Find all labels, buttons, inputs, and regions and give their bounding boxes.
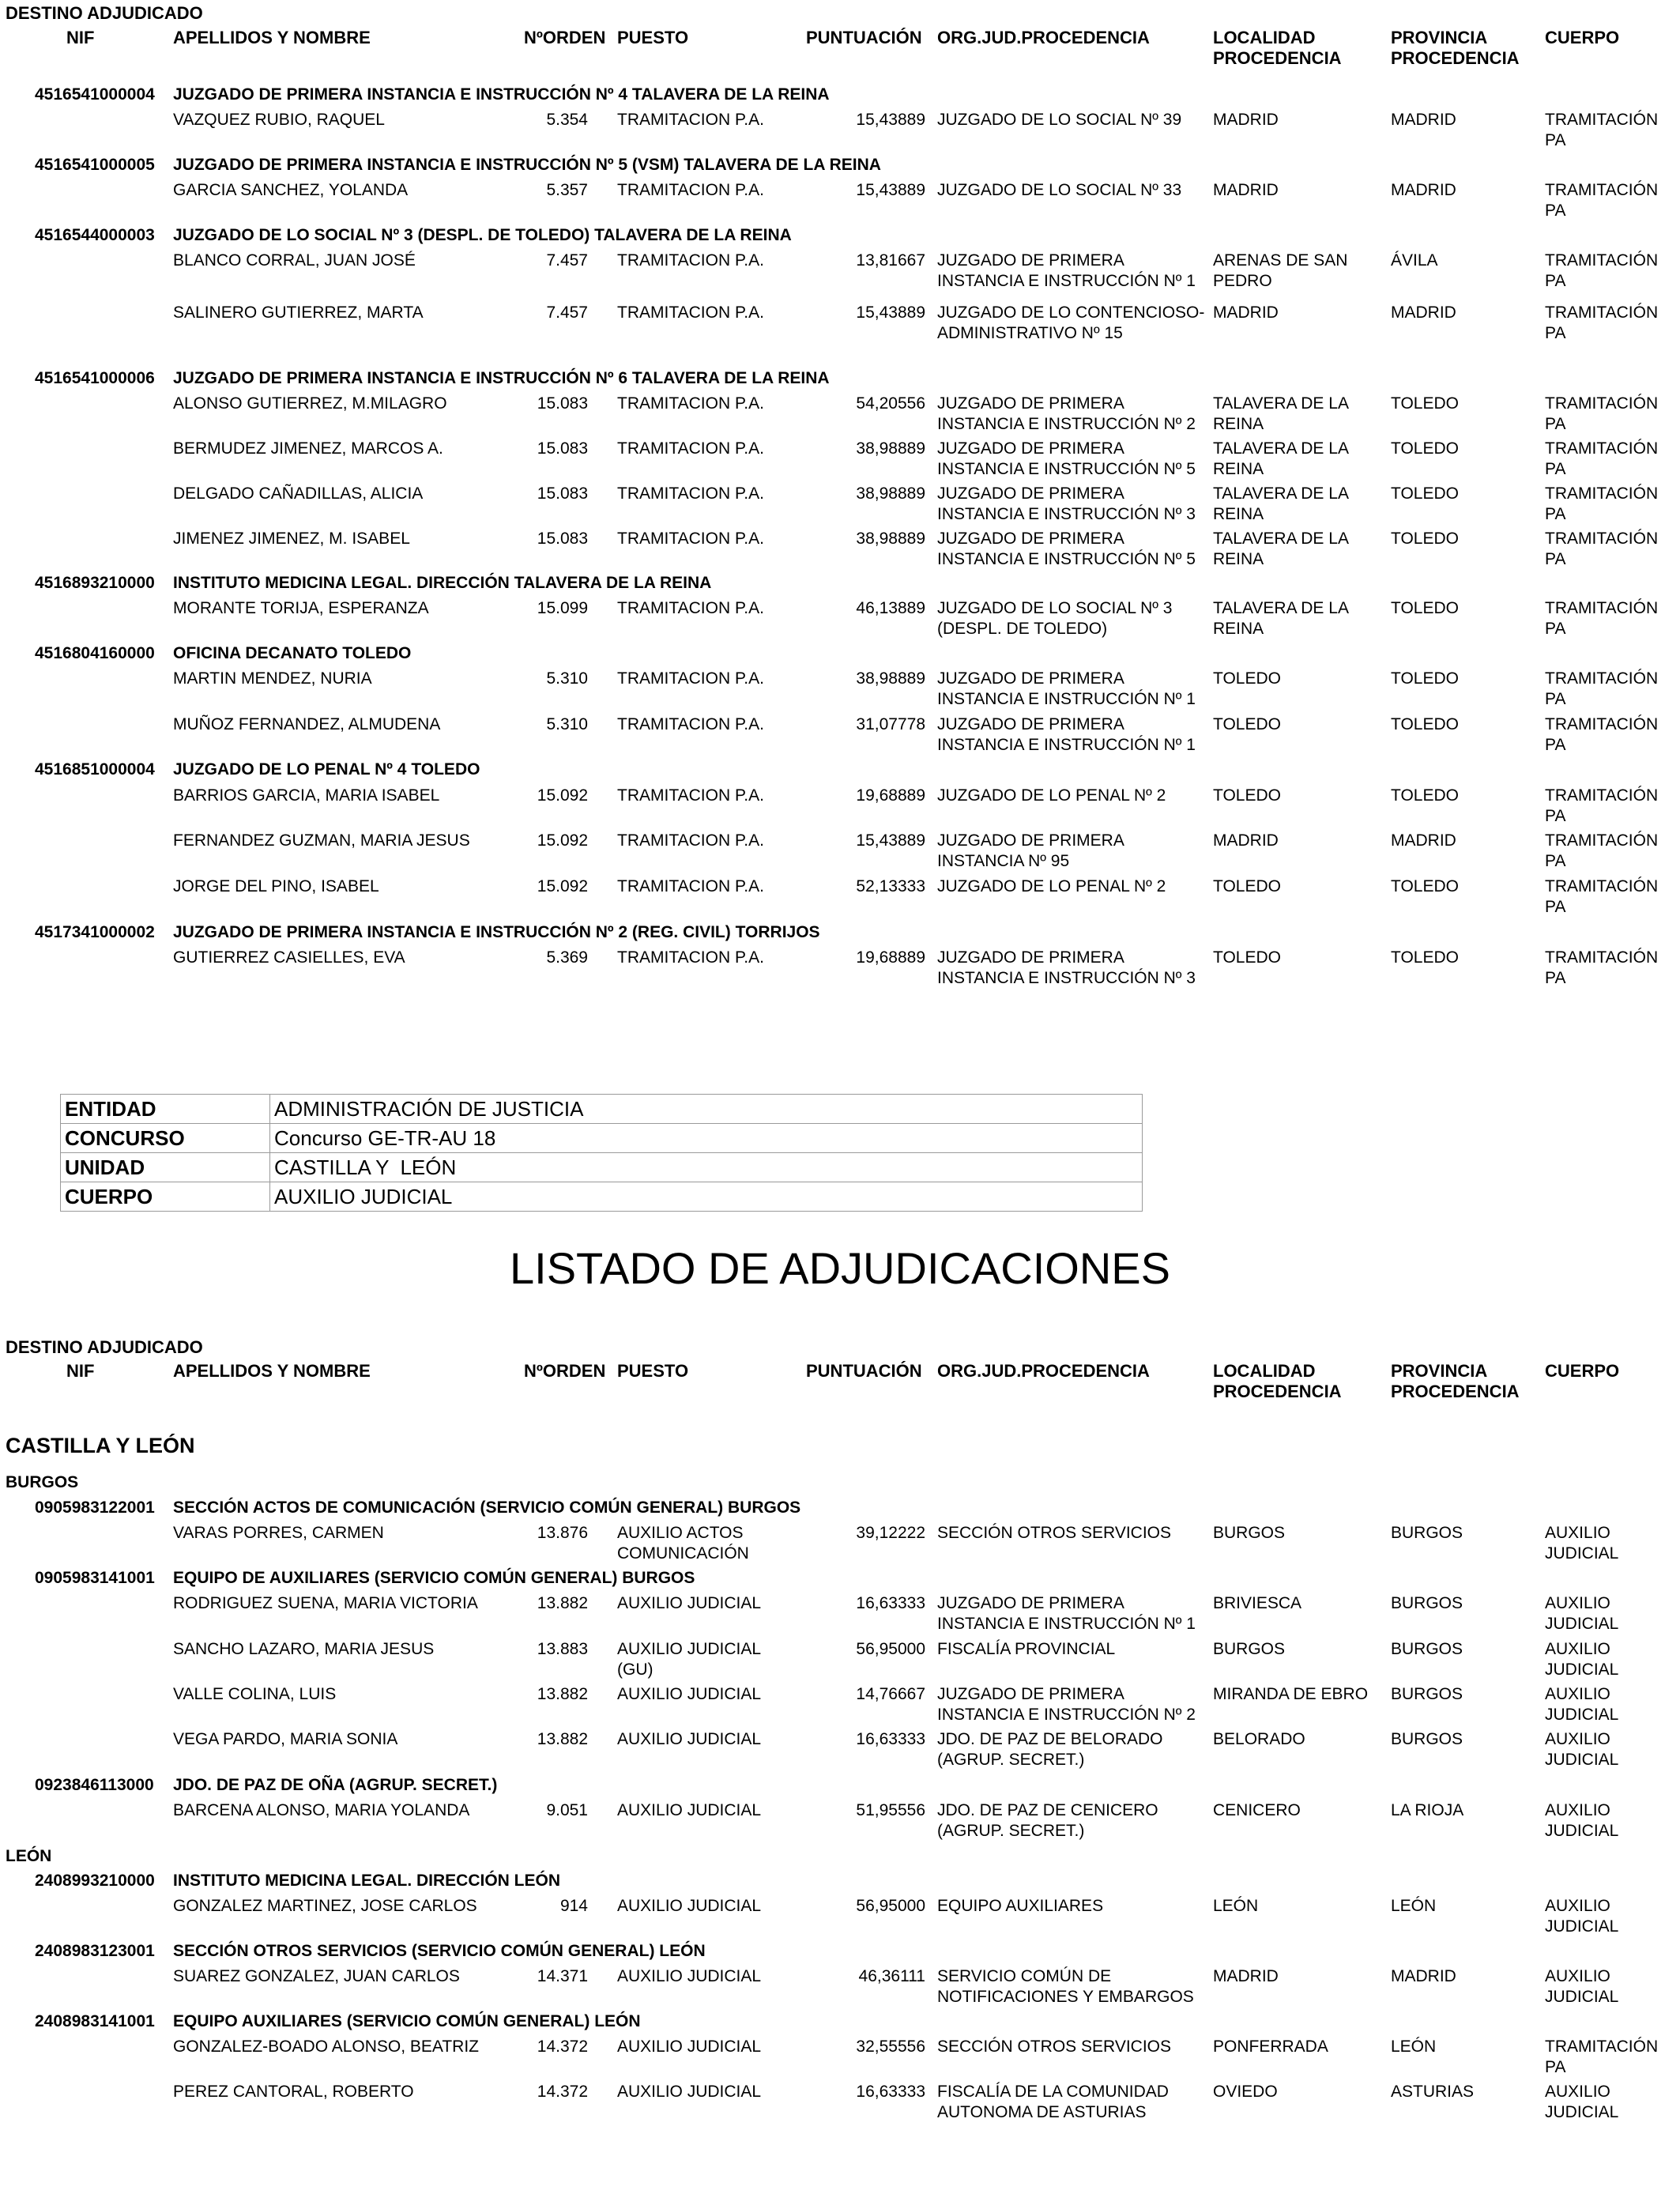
cell-localidad: MADRID — [1213, 181, 1279, 199]
cell-orden: 15.092 — [537, 877, 588, 895]
cell-orden: 5.310 — [546, 669, 588, 688]
group-nif: 4516544000003 — [35, 226, 155, 244]
cell-cuerpo: TRAMITACIÓN PA — [1545, 439, 1659, 478]
cell-puesto: AUXILIO JUDICIAL — [617, 1801, 762, 1819]
cell-localidad: MADRID — [1213, 1967, 1279, 1985]
cell-org-procedencia: JUZGADO DE LO SOCIAL Nº 33 — [937, 181, 1182, 199]
cell-provincia: TOLEDO — [1391, 877, 1459, 895]
header-cuerpo: CUERPO — [1545, 1361, 1620, 1381]
page-title: LISTADO DE ADJUDICACIONES — [509, 1243, 1170, 1293]
cell-nombre: GUTIERREZ CASIELLES, EVA — [173, 948, 405, 967]
cell-puesto: TRAMITACION P.A. — [617, 303, 764, 322]
group-destino-title: EQUIPO AUXILIARES (SERVICIO COMÚN GENERAL) LEÓN — [173, 2012, 641, 2030]
cell-nombre: VALLE COLINA, LUIS — [173, 1685, 337, 1703]
cell-localidad: TALAVERA DE LA REINA — [1213, 394, 1348, 433]
cell-org-procedencia: JUZGADO DE LO SOCIAL Nº 3 (DESPL. DE TOLEDO) — [937, 599, 1173, 638]
cell-orden: 15.083 — [537, 439, 588, 458]
cell-localidad: LEÓN — [1213, 1897, 1259, 1915]
cell-puesto: AUXILIO JUDICIAL — [617, 1685, 762, 1703]
header-cuerpo: CUERPO — [1545, 28, 1620, 47]
cell-nombre: MUÑOZ FERNANDEZ, ALMUDENA — [173, 715, 441, 733]
cell-provincia: TOLEDO — [1391, 715, 1459, 733]
cell-cuerpo: TRAMITACIÓN PA — [1545, 111, 1659, 149]
cell-cuerpo: TRAMITACIÓN PA — [1545, 948, 1659, 987]
info-value-concurso: Concurso GE-TR-AU 18 — [270, 1124, 1143, 1153]
info-key-entidad: ENTIDAD — [61, 1095, 270, 1124]
cell-localidad: BELORADO — [1213, 1730, 1305, 1748]
cell-localidad: CENICERO — [1213, 1801, 1301, 1819]
group-nif: 4516541000006 — [35, 369, 155, 387]
cell-localidad: TALAVERA DE LA REINA — [1213, 484, 1348, 523]
group-destino-title: JDO. DE PAZ DE OÑA (AGRUP. SECRET.) — [173, 1776, 498, 1794]
cell-orden: 15.083 — [537, 394, 588, 413]
cell-localidad: TOLEDO — [1213, 877, 1281, 895]
province-heading: BURGOS — [6, 1473, 79, 1491]
cell-localidad: TOLEDO — [1213, 786, 1281, 805]
cell-puesto: TRAMITACION P.A. — [617, 111, 764, 129]
cell-orden: 5.369 — [546, 948, 588, 967]
cell-nombre: SUAREZ GONZALEZ, JUAN CARLOS — [173, 1967, 460, 1985]
cell-nombre: GARCIA SANCHEZ, YOLANDA — [173, 181, 409, 199]
group-destino-title: JUZGADO DE LO PENAL Nº 4 TOLEDO — [173, 760, 480, 778]
cell-nombre: BERMUDEZ JIMENEZ, MARCOS A. — [173, 439, 443, 458]
cell-puesto: TRAMITACION P.A. — [617, 669, 764, 688]
cell-provincia: TOLEDO — [1391, 948, 1459, 967]
cell-puntuacion: 16,63333 — [856, 2083, 925, 2101]
table-row — [0, 484, 1680, 526]
cell-org-procedencia: JUZGADO DE PRIMERA INSTANCIA E INSTRUCCIÓN Nº 2 — [937, 1685, 1196, 1724]
table-row — [0, 2082, 1680, 2124]
cell-nombre: GONZALEZ-BOADO ALONSO, BEATRIZ — [173, 2038, 480, 2056]
header-puesto: PUESTO — [617, 28, 689, 47]
cell-puntuacion: 19,68889 — [856, 786, 925, 805]
cell-org-procedencia: JUZGADO DE LO PENAL Nº 2 — [937, 786, 1166, 805]
cell-puntuacion: 15,43889 — [856, 181, 925, 199]
cell-puntuacion: 15,43889 — [856, 111, 925, 129]
group-nif: 4516893210000 — [35, 574, 155, 592]
info-row-entidad — [61, 1095, 1143, 1124]
cell-puesto: TRAMITACION P.A. — [617, 439, 764, 458]
header-apellidos: APELLIDOS Y NOMBRE — [173, 1361, 371, 1381]
cell-localidad: TOLEDO — [1213, 669, 1281, 688]
cell-provincia: MADRID — [1391, 111, 1456, 129]
cell-orden: 13.882 — [537, 1730, 588, 1748]
cell-puesto: TRAMITACION P.A. — [617, 251, 764, 270]
cell-puesto: TRAMITACION P.A. — [617, 484, 764, 503]
group-nif: 2408983123001 — [35, 1942, 155, 1960]
cell-puntuacion: 54,20556 — [856, 394, 925, 413]
cell-org-procedencia: JUZGADO DE LO SOCIAL Nº 39 — [937, 111, 1182, 129]
cell-puntuacion: 51,95556 — [856, 1801, 925, 1819]
group-destino-title: JUZGADO DE LO SOCIAL Nº 3 (DESPL. DE TOLEDO) TALAVERA DE LA REINA — [173, 226, 792, 244]
cell-org-procedencia: JUZGADO DE PRIMERA INSTANCIA Nº 95 — [937, 831, 1124, 870]
group-destino-title: OFICINA DECANATO TOLEDO — [173, 644, 412, 662]
header-provincia: PROVINCIA PROCEDENCIA — [1391, 1361, 1520, 1401]
cell-localidad: TOLEDO — [1213, 948, 1281, 967]
cell-puntuacion: 15,43889 — [856, 831, 925, 850]
cell-puesto: AUXILIO JUDICIAL — [617, 2083, 762, 2101]
info-value-unidad: CASTILLA Y LEÓN — [270, 1153, 1143, 1182]
info-value-cuerpo: AUXILIO JUDICIAL — [270, 1182, 1143, 1212]
table-row — [0, 598, 1680, 641]
cell-cuerpo: AUXILIO JUDICIAL — [1545, 1524, 1619, 1563]
cell-provincia: MADRID — [1391, 303, 1456, 322]
destino-adjudicado-label-2: DESTINO ADJUDICADO — [6, 1337, 203, 1357]
cell-localidad: TALAVERA DE LA REINA — [1213, 599, 1348, 638]
cell-puntuacion: 31,07778 — [856, 715, 925, 733]
cell-cuerpo: TRAMITACIÓN PA — [1545, 484, 1659, 523]
cell-provincia: TOLEDO — [1391, 394, 1459, 413]
cell-nombre: DELGADO CAÑADILLAS, ALICIA — [173, 484, 424, 503]
group-destino-title: INSTITUTO MEDICINA LEGAL. DIRECCIÓN LEÓN — [173, 1872, 561, 1890]
info-row-concurso — [61, 1124, 1143, 1153]
header-norden: NºORDEN — [524, 1361, 606, 1381]
table-row — [0, 2037, 1680, 2079]
header-localidad: LOCALIDAD PROCEDENCIA — [1213, 1361, 1342, 1401]
group-nif: 4516804160000 — [35, 644, 155, 662]
cell-orden: 13.882 — [537, 1685, 588, 1703]
cell-cuerpo: AUXILIO JUDICIAL — [1545, 1685, 1619, 1724]
header-puesto: PUESTO — [617, 1361, 689, 1381]
table-row — [0, 439, 1680, 481]
cell-puntuacion: 13,81667 — [856, 251, 925, 270]
cell-org-procedencia: EQUIPO AUXILIARES — [937, 1897, 1104, 1915]
cell-puntuacion: 38,98889 — [856, 669, 925, 688]
cell-provincia: TOLEDO — [1391, 786, 1459, 805]
group-destino-title: INSTITUTO MEDICINA LEGAL. DIRECCIÓN TALAVERA DE LA REINA — [173, 574, 712, 592]
column-header-row — [0, 28, 1680, 70]
cell-org-procedencia: FISCALÍA DE LA COMUNIDAD AUTONOMA DE ASTURIAS — [937, 2083, 1169, 2121]
cell-org-procedencia: JUZGADO DE PRIMERA INSTANCIA E INSTRUCCIÓN Nº 1 — [937, 1594, 1196, 1633]
group-nif: 0905983122001 — [35, 1498, 155, 1517]
cell-cuerpo: AUXILIO JUDICIAL — [1545, 1801, 1619, 1840]
cell-localidad: BRIVIESCA — [1213, 1594, 1302, 1612]
cell-orden: 13.883 — [537, 1640, 588, 1658]
cell-cuerpo: AUXILIO JUDICIAL — [1545, 1967, 1619, 2006]
group-nif: 4517341000002 — [35, 923, 155, 941]
cell-cuerpo: TRAMITACIÓN PA — [1545, 715, 1659, 754]
cell-orden: 15.092 — [537, 786, 588, 805]
cell-org-procedencia: SECCIÓN OTROS SERVICIOS — [937, 2038, 1171, 2056]
cell-org-procedencia: JDO. DE PAZ DE BELORADO (AGRUP. SECRET.) — [937, 1730, 1163, 1769]
cell-org-procedencia: JUZGADO DE PRIMERA INSTANCIA E INSTRUCCIÓN Nº 5 — [937, 530, 1196, 568]
table-row — [0, 669, 1680, 711]
cell-puesto: AUXILIO JUDICIAL — [617, 1730, 762, 1748]
info-row-unidad — [61, 1153, 1143, 1182]
header-org: ORG.JUD.PROCEDENCIA — [937, 1361, 1150, 1381]
cell-provincia: ÁVILA — [1391, 251, 1438, 270]
cell-org-procedencia: JUZGADO DE PRIMERA INSTANCIA E INSTRUCCIÓN Nº 1 — [937, 251, 1196, 290]
cell-orden: 15.099 — [537, 599, 588, 617]
table-row — [0, 1896, 1680, 1939]
table-row — [0, 714, 1680, 757]
cell-puesto: AUXILIO JUDICIAL — [617, 1594, 762, 1612]
info-key-unidad: UNIDAD — [61, 1153, 270, 1182]
cell-nombre: MORANTE TORIJA, ESPERANZA — [173, 599, 429, 617]
cell-org-procedencia: JUZGADO DE PRIMERA INSTANCIA E INSTRUCCIÓN Nº 3 — [937, 484, 1196, 523]
column-header-row-2 — [0, 1361, 1680, 1404]
cell-cuerpo: TRAMITACIÓN PA — [1545, 2038, 1659, 2076]
cell-nombre: JORGE DEL PINO, ISABEL — [173, 877, 379, 895]
cell-nombre: MARTIN MENDEZ, NURIA — [173, 669, 372, 688]
cell-puntuacion: 52,13333 — [856, 877, 925, 895]
header-puntuacion: PUNTUACIÓN — [806, 28, 922, 47]
table-row — [0, 1639, 1680, 1682]
cell-puntuacion: 46,13889 — [856, 599, 925, 617]
table-row — [0, 110, 1680, 153]
table-row — [0, 1593, 1680, 1636]
destino-adjudicado-label: DESTINO ADJUDICADO — [6, 3, 203, 23]
cell-puntuacion: 32,55556 — [856, 2038, 925, 2056]
group-destino-title: JUZGADO DE PRIMERA INSTANCIA E INSTRUCCIÓN Nº 5 (VSM) TALAVERA DE LA REINA — [173, 156, 881, 174]
cell-puntuacion: 38,98889 — [856, 530, 925, 548]
cell-cuerpo: AUXILIO JUDICIAL — [1545, 1897, 1619, 1936]
group-destino-title: EQUIPO DE AUXILIARES (SERVICIO COMÚN GENERAL) BURGOS — [173, 1569, 695, 1587]
cell-localidad: MADRID — [1213, 111, 1279, 129]
cell-org-procedencia: JDO. DE PAZ DE CENICERO (AGRUP. SECRET.) — [937, 1801, 1158, 1840]
cell-puntuacion: 19,68889 — [856, 948, 925, 967]
cell-org-procedencia: JUZGADO DE PRIMERA INSTANCIA E INSTRUCCIÓN Nº 5 — [937, 439, 1196, 478]
cell-provincia: TOLEDO — [1391, 669, 1459, 688]
cell-cuerpo: AUXILIO JUDICIAL — [1545, 1594, 1619, 1633]
cell-nombre: PEREZ CANTORAL, ROBERTO — [173, 2083, 414, 2101]
cell-cuerpo: TRAMITACIÓN PA — [1545, 599, 1659, 638]
cell-puesto: TRAMITACION P.A. — [617, 599, 764, 617]
cell-provincia: BURGOS — [1391, 1594, 1463, 1612]
cell-puntuacion: 38,98889 — [856, 484, 925, 503]
cell-puesto: AUXILIO JUDICIAL — [617, 1897, 762, 1915]
group-nif: 4516851000004 — [35, 760, 155, 778]
cell-puesto: TRAMITACION P.A. — [617, 948, 764, 967]
cell-localidad: BURGOS — [1213, 1524, 1286, 1542]
table-row — [0, 303, 1680, 366]
cell-cuerpo: TRAMITACIÓN PA — [1545, 669, 1659, 708]
cell-provincia: TOLEDO — [1391, 439, 1459, 458]
cell-org-procedencia: JUZGADO DE PRIMERA INSTANCIA E INSTRUCCIÓN Nº 1 — [937, 669, 1196, 708]
cell-localidad: TOLEDO — [1213, 715, 1281, 733]
cell-puntuacion: 14,76667 — [856, 1685, 925, 1703]
cell-org-procedencia: SECCIÓN OTROS SERVICIOS — [937, 1524, 1171, 1542]
cell-provincia: LEÓN — [1391, 1897, 1437, 1915]
cell-puesto: AUXILIO JUDICIAL (GU) — [617, 1640, 761, 1679]
cell-puntuacion: 39,12222 — [856, 1524, 925, 1542]
table-row — [0, 831, 1680, 873]
cell-orden: 13.876 — [537, 1524, 588, 1542]
table-row — [0, 948, 1680, 990]
cell-cuerpo: TRAMITACIÓN PA — [1545, 786, 1659, 825]
cell-nombre: ALONSO GUTIERREZ, M.MILAGRO — [173, 394, 447, 413]
cell-localidad: MIRANDA DE EBRO — [1213, 1685, 1369, 1703]
cell-orden: 15.092 — [537, 831, 588, 850]
group-destino-title: SECCIÓN OTROS SERVICIOS (SERVICIO COMÚN GENERAL) LEÓN — [173, 1942, 706, 1960]
cell-puntuacion: 56,95000 — [856, 1897, 925, 1915]
cell-puesto: AUXILIO ACTOS COMUNICACIÓN — [617, 1524, 749, 1563]
table-row — [0, 1800, 1680, 1843]
cell-orden: 15.083 — [537, 484, 588, 503]
cell-nombre: SALINERO GUTIERREZ, MARTA — [173, 303, 424, 322]
cell-localidad: OVIEDO — [1213, 2083, 1278, 2101]
group-destino-title: JUZGADO DE PRIMERA INSTANCIA E INSTRUCCIÓN Nº 2 (REG. CIVIL) TORRIJOS — [173, 923, 820, 941]
cell-provincia: TOLEDO — [1391, 599, 1459, 617]
header-norden: NºORDEN — [524, 28, 606, 47]
cell-puntuacion: 15,43889 — [856, 303, 925, 322]
cell-localidad: ARENAS DE SAN PEDRO — [1213, 251, 1348, 290]
table-row — [0, 394, 1680, 436]
cell-orden: 15.083 — [537, 530, 588, 548]
cell-provincia: TOLEDO — [1391, 484, 1459, 503]
cell-cuerpo: TRAMITACIÓN PA — [1545, 181, 1659, 220]
cell-cuerpo: TRAMITACIÓN PA — [1545, 831, 1659, 870]
cell-puesto: TRAMITACION P.A. — [617, 877, 764, 895]
cell-orden: 7.457 — [546, 251, 588, 270]
cell-nombre: VEGA PARDO, MARIA SONIA — [173, 1730, 398, 1748]
cell-provincia: BURGOS — [1391, 1730, 1463, 1748]
group-destino-title: JUZGADO DE PRIMERA INSTANCIA E INSTRUCCIÓN Nº 4 TALAVERA DE LA REINA — [173, 85, 830, 104]
cell-puesto: TRAMITACION P.A. — [617, 715, 764, 733]
cell-org-procedencia: JUZGADO DE PRIMERA INSTANCIA E INSTRUCCIÓN Nº 1 — [937, 715, 1196, 754]
info-value-entidad: ADMINISTRACIÓN DE JUSTICIA — [270, 1095, 1143, 1124]
table-row — [0, 1966, 1680, 2009]
header-localidad: LOCALIDAD PROCEDENCIA — [1213, 28, 1342, 68]
group-nif: 2408993210000 — [35, 1872, 155, 1890]
info-row-cuerpo — [61, 1182, 1143, 1212]
cell-orden: 5.354 — [546, 111, 588, 129]
cell-localidad: MADRID — [1213, 831, 1279, 850]
cell-nombre: GONZALEZ MARTINEZ, JOSE CARLOS — [173, 1897, 477, 1915]
cell-provincia: LEÓN — [1391, 2038, 1437, 2056]
info-key-concurso: CONCURSO — [61, 1124, 270, 1153]
cell-puesto: TRAMITACION P.A. — [617, 831, 764, 850]
cell-nombre: SANCHO LAZARO, MARIA JESUS — [173, 1640, 435, 1658]
cell-localidad: PONFERRADA — [1213, 2038, 1328, 2056]
cell-localidad: TALAVERA DE LA REINA — [1213, 530, 1348, 568]
cell-org-procedencia: FISCALÍA PROVINCIAL — [937, 1640, 1116, 1658]
cell-puesto: AUXILIO JUDICIAL — [617, 1967, 762, 1985]
cell-puesto: TRAMITACION P.A. — [617, 181, 764, 199]
cell-nombre: FERNANDEZ GUZMAN, MARIA JESUS — [173, 831, 470, 850]
cell-org-procedencia: JUZGADO DE LO CONTENCIOSO-ADMINISTRATIVO Nº 15 — [937, 303, 1205, 342]
cell-puntuacion: 56,95000 — [856, 1640, 925, 1658]
group-nif: 4516541000004 — [35, 85, 155, 104]
cell-nombre: JIMENEZ JIMENEZ, M. ISABEL — [173, 530, 410, 548]
cell-nombre: RODRIGUEZ SUENA, MARIA VICTORIA — [173, 1594, 478, 1612]
group-nif: 0923846113000 — [35, 1776, 154, 1794]
cell-provincia: ASTURIAS — [1391, 2083, 1475, 2101]
group-destino-title: JUZGADO DE PRIMERA INSTANCIA E INSTRUCCIÓN Nº 6 TALAVERA DE LA REINA — [173, 369, 830, 387]
cell-cuerpo: AUXILIO JUDICIAL — [1545, 2083, 1619, 2121]
cell-nombre: VAZQUEZ RUBIO, RAQUEL — [173, 111, 385, 129]
table-row — [0, 786, 1680, 828]
cell-orden: 13.882 — [537, 1594, 588, 1612]
header-nif: NIF — [66, 28, 95, 47]
cell-provincia: MADRID — [1391, 1967, 1456, 1985]
table-row — [0, 876, 1680, 919]
header-apellidos: APELLIDOS Y NOMBRE — [173, 28, 371, 47]
cell-puesto: TRAMITACION P.A. — [617, 530, 764, 548]
cell-puesto: TRAMITACION P.A. — [617, 394, 764, 413]
cell-provincia: LA RIOJA — [1391, 1801, 1464, 1819]
cell-org-procedencia: JUZGADO DE PRIMERA INSTANCIA E INSTRUCCIÓN Nº 3 — [937, 948, 1196, 987]
cell-orden: 14.372 — [537, 2038, 588, 2056]
cell-provincia: MADRID — [1391, 831, 1456, 850]
cell-cuerpo: TRAMITACIÓN PA — [1545, 530, 1659, 568]
table-row — [0, 529, 1680, 571]
cell-cuerpo: TRAMITACIÓN PA — [1545, 303, 1659, 342]
cell-provincia: TOLEDO — [1391, 530, 1459, 548]
cell-provincia: MADRID — [1391, 181, 1456, 199]
cell-puntuacion: 46,36111 — [858, 1967, 925, 1985]
table-row — [0, 1684, 1680, 1727]
cell-nombre: BARRIOS GARCIA, MARIA ISABEL — [173, 786, 440, 805]
cell-org-procedencia: SERVICIO COMÚN DE NOTIFICACIONES Y EMBARGOS — [937, 1967, 1194, 2006]
cell-org-procedencia: JUZGADO DE PRIMERA INSTANCIA E INSTRUCCIÓN Nº 2 — [937, 394, 1196, 433]
cell-org-procedencia: JUZGADO DE LO PENAL Nº 2 — [937, 877, 1166, 895]
info-table — [60, 1094, 1143, 1212]
cell-localidad: TALAVERA DE LA REINA — [1213, 439, 1348, 478]
header-provincia: PROVINCIA PROCEDENCIA — [1391, 28, 1520, 68]
province-heading: LEÓN — [6, 1847, 52, 1865]
header-puntuacion: PUNTUACIÓN — [806, 1361, 922, 1381]
cell-puntuacion: 16,63333 — [856, 1594, 925, 1612]
cell-cuerpo: AUXILIO JUDICIAL — [1545, 1640, 1619, 1679]
cell-orden: 7.457 — [546, 303, 588, 322]
group-nif: 4516541000005 — [35, 156, 155, 174]
cell-nombre: VARAS PORRES, CARMEN — [173, 1524, 384, 1542]
cell-provincia: BURGOS — [1391, 1640, 1463, 1658]
cell-puesto: AUXILIO JUDICIAL — [617, 2038, 762, 2056]
table-row — [0, 251, 1680, 293]
cell-cuerpo: TRAMITACIÓN PA — [1545, 877, 1659, 916]
cell-cuerpo: TRAMITACIÓN PA — [1545, 394, 1659, 433]
cell-provincia: BURGOS — [1391, 1685, 1463, 1703]
group-destino-title: SECCIÓN ACTOS DE COMUNICACIÓN (SERVICIO COMÚN GENERAL) BURGOS — [173, 1498, 801, 1517]
cell-orden: 9.051 — [546, 1801, 588, 1819]
cell-orden: 914 — [559, 1897, 588, 1915]
table-row — [0, 180, 1680, 223]
header-org: ORG.JUD.PROCEDENCIA — [937, 28, 1150, 47]
info-key-cuerpo: CUERPO — [61, 1182, 270, 1212]
cell-provincia: BURGOS — [1391, 1524, 1463, 1542]
header-nif: NIF — [66, 1361, 95, 1381]
table-row — [0, 1523, 1680, 1566]
cell-puntuacion: 16,63333 — [856, 1730, 925, 1748]
cell-orden: 14.372 — [537, 2083, 588, 2101]
cell-cuerpo: AUXILIO JUDICIAL — [1545, 1730, 1619, 1769]
cell-nombre: BARCENA ALONSO, MARIA YOLANDA — [173, 1801, 470, 1819]
table-row — [0, 1729, 1680, 1772]
group-nif: 0905983141001 — [35, 1569, 155, 1587]
cell-orden: 14.371 — [537, 1967, 588, 1985]
cell-orden: 5.357 — [546, 181, 588, 199]
cell-orden: 5.310 — [546, 715, 588, 733]
cell-cuerpo: TRAMITACIÓN PA — [1545, 251, 1659, 290]
group-nif: 2408983141001 — [35, 2012, 155, 2030]
cell-puesto: TRAMITACION P.A. — [617, 786, 764, 805]
cell-localidad: BURGOS — [1213, 1640, 1286, 1658]
region-heading: CASTILLA Y LEÓN — [6, 1434, 195, 1457]
cell-localidad: MADRID — [1213, 303, 1279, 322]
cell-nombre: BLANCO CORRAL, JUAN JOSÉ — [173, 251, 416, 270]
cell-puntuacion: 38,98889 — [856, 439, 925, 458]
